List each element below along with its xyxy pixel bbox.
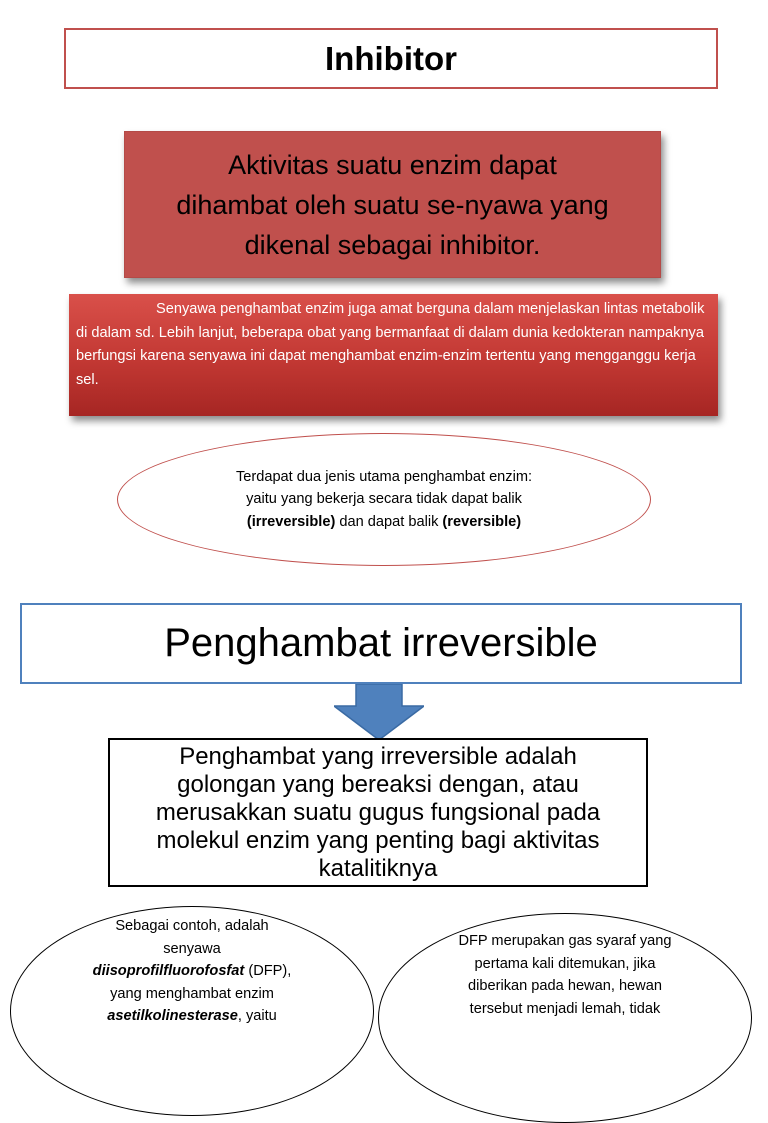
down-arrow-icon [334,684,424,740]
types-line-3 [247,511,521,534]
dfp-line: DFP merupakan gas syaraf yang [458,933,672,949]
irreversible-term: irreversible [251,513,331,530]
dfp-line: pertama kali ditemukan, jika [474,955,656,972]
paren: ( [442,513,448,530]
example-line: senyawa [163,940,221,957]
example-oval [10,906,374,1116]
irreversible-line: Penghambat yang irreversible adalah [179,742,577,770]
example-line: Sebagai contoh, adalah [115,918,269,934]
irreversible-definition-box [108,738,648,887]
page-title: Inhibitor [64,28,718,89]
example-line [11,1005,373,1028]
example-line [11,960,373,983]
compound-suffix: (DFP), [244,963,292,979]
irreversible-line: merusakkan suatu gugus fungsional pada [155,798,601,826]
connector-text: dan dapat balik [335,513,443,530]
dfp-line: tersebut menjadi lemah, tidak [469,1000,661,1017]
inhibitor-types-oval [117,433,651,566]
definition-line: dihambat oleh suatu se-nyawa yang [176,189,609,220]
compound-name: diisoprofilfluorofosfat [92,963,245,979]
explanation-box [69,294,718,416]
types-line-2: yaitu yang bekerja secara tidak dapat balik [246,491,522,508]
paren: ) [516,513,522,530]
definition-text [176,145,608,265]
paren: ) [330,513,336,530]
definition-box [124,131,661,278]
types-line-1: Terdapat dua jenis utama penghambat enzim: [235,468,533,485]
paren: ( [246,513,252,530]
definition-line: dikenal sebagai inhibitor. [244,229,541,260]
enzyme-suffix: , yaitu [237,1008,277,1024]
definition-line: Aktivitas suatu enzim dapat [228,149,557,180]
irreversible-line: golongan yang bereaksi dengan, atau [177,770,579,798]
dfp-oval [378,913,752,1123]
irreversible-line: molekul enzim yang penting bagi aktivitas [156,826,600,854]
explanation-text: Senyawa penghambat enzim juga amat berguna dalam menjelaskan lintas metabolik di dalam sd. Lebih lanjut, beberapa obat yang bermanfaat di dalam dunia kedokteran nampaknya berfungsi karena senyawa ini dapat menghambat enzim-enzim tertentu yang mengganggu kerja sel. [76,301,705,388]
dfp-line: diberikan pada hewan, hewan [468,978,662,994]
section-heading: Penghambat irreversible [20,603,742,684]
example-line: yang menghambat enzim [110,985,274,1002]
irreversible-line: katalitiknya [318,854,438,882]
reversible-term: reversible [447,513,517,530]
enzyme-name: asetilkolinesterase [107,1008,238,1024]
